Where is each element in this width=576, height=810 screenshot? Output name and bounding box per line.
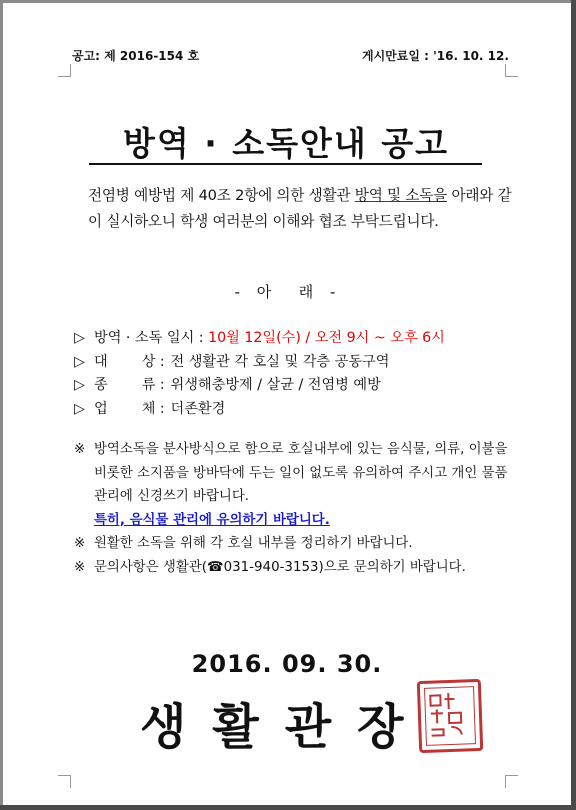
official-seal-icon [417,679,483,753]
detail-item-company [74,398,534,422]
notice-section-label: - 아 래 - [234,283,342,301]
notice-number: 공고: 제 2016-154 호 [72,49,200,63]
note-text: 문의사항은 생활관(☎031-940-3153)으로 문의하기 바랍니다. [94,559,466,575]
page-border-right [571,0,576,810]
detail-label [94,351,166,373]
detail-label-a: 종 [94,377,108,393]
detail-value: 더존환경 [166,400,226,417]
crop-mark-bottom-left [58,775,71,788]
detail-label: 방역 · 소독 일시 : [94,330,204,346]
organization-name: 생활관장 [140,699,430,755]
triangle-bullet-icon: ▷ [74,377,85,393]
detail-label [94,398,166,420]
note-emphasis: 특히, 음식물 관리에 유의하기 바랍니다. [94,512,330,528]
triangle-bullet-icon: ▷ [74,330,85,346]
intro-text-1: 전염병 예방법 제 40조 2항에 의한 생활관 [88,187,355,204]
intro-text-3: 아래와 같이 실시하오니 학생 여러분의 이해와 협조 부탁드립니다. [88,187,512,230]
crop-mark-bottom-right [505,775,518,788]
title-underline [89,163,482,165]
posting-end-date: 게시만료일 : '16. 10. 12. [362,49,509,63]
notes-list [74,438,514,579]
detail-label-b: 체 : [141,400,165,417]
triangle-bullet-icon: ▷ [74,353,85,370]
detail-label-b: 류 : [141,377,165,393]
note-item [74,438,514,532]
detail-label-a: 업 [94,400,108,417]
detail-label-a: 대 [94,353,108,370]
detail-value: 10월 12일(수) / 오전 9시 ~ 오후 6시 [203,330,445,346]
triangle-bullet-icon: ▷ [74,400,85,417]
note-text: 방역소독을 분사방식으로 함으로 호실내부에 있는 음식물, 의류, 이불을 비롯한 소지품을 방바닥에 두는 일이 없도록 유의하여 주시고 개인 물품관리에 신경쓰기 바랍니다. [94,442,508,504]
issue-date: 2016. 09. 30. [191,650,383,678]
page-border-bottom [0,805,576,810]
crop-mark-top-right [505,64,518,77]
reference-mark-icon: ※ [74,559,86,575]
details-list [74,327,534,421]
detail-value: 위생해충방제 / 살균 / 전염병 예방 [166,377,381,393]
page-border-left [0,0,3,810]
detail-item-schedule [74,327,534,351]
reference-mark-icon: ※ [74,536,86,551]
detail-value: 전 생활관 각 호실 및 각층 공동구역 [166,353,390,370]
detail-item-target [74,351,534,375]
note-text: 원활한 소독을 위해 각 호실 내부를 정리하기 바랍니다. [94,536,413,551]
reference-mark-icon: ※ [74,442,86,457]
intro-text-2: 방역 및 소독을 [354,187,448,204]
detail-item-type [74,374,534,398]
detail-label-b: 상 : [141,353,165,370]
intro-paragraph [88,183,518,235]
note-item [74,556,514,580]
detail-label [94,374,166,396]
page-border-top [0,0,576,3]
note-item [74,532,514,556]
page-title: 방역 · 소독안내 공고 [122,124,450,163]
crop-mark-top-left [58,64,71,77]
seal-glyph-pattern [420,682,474,744]
